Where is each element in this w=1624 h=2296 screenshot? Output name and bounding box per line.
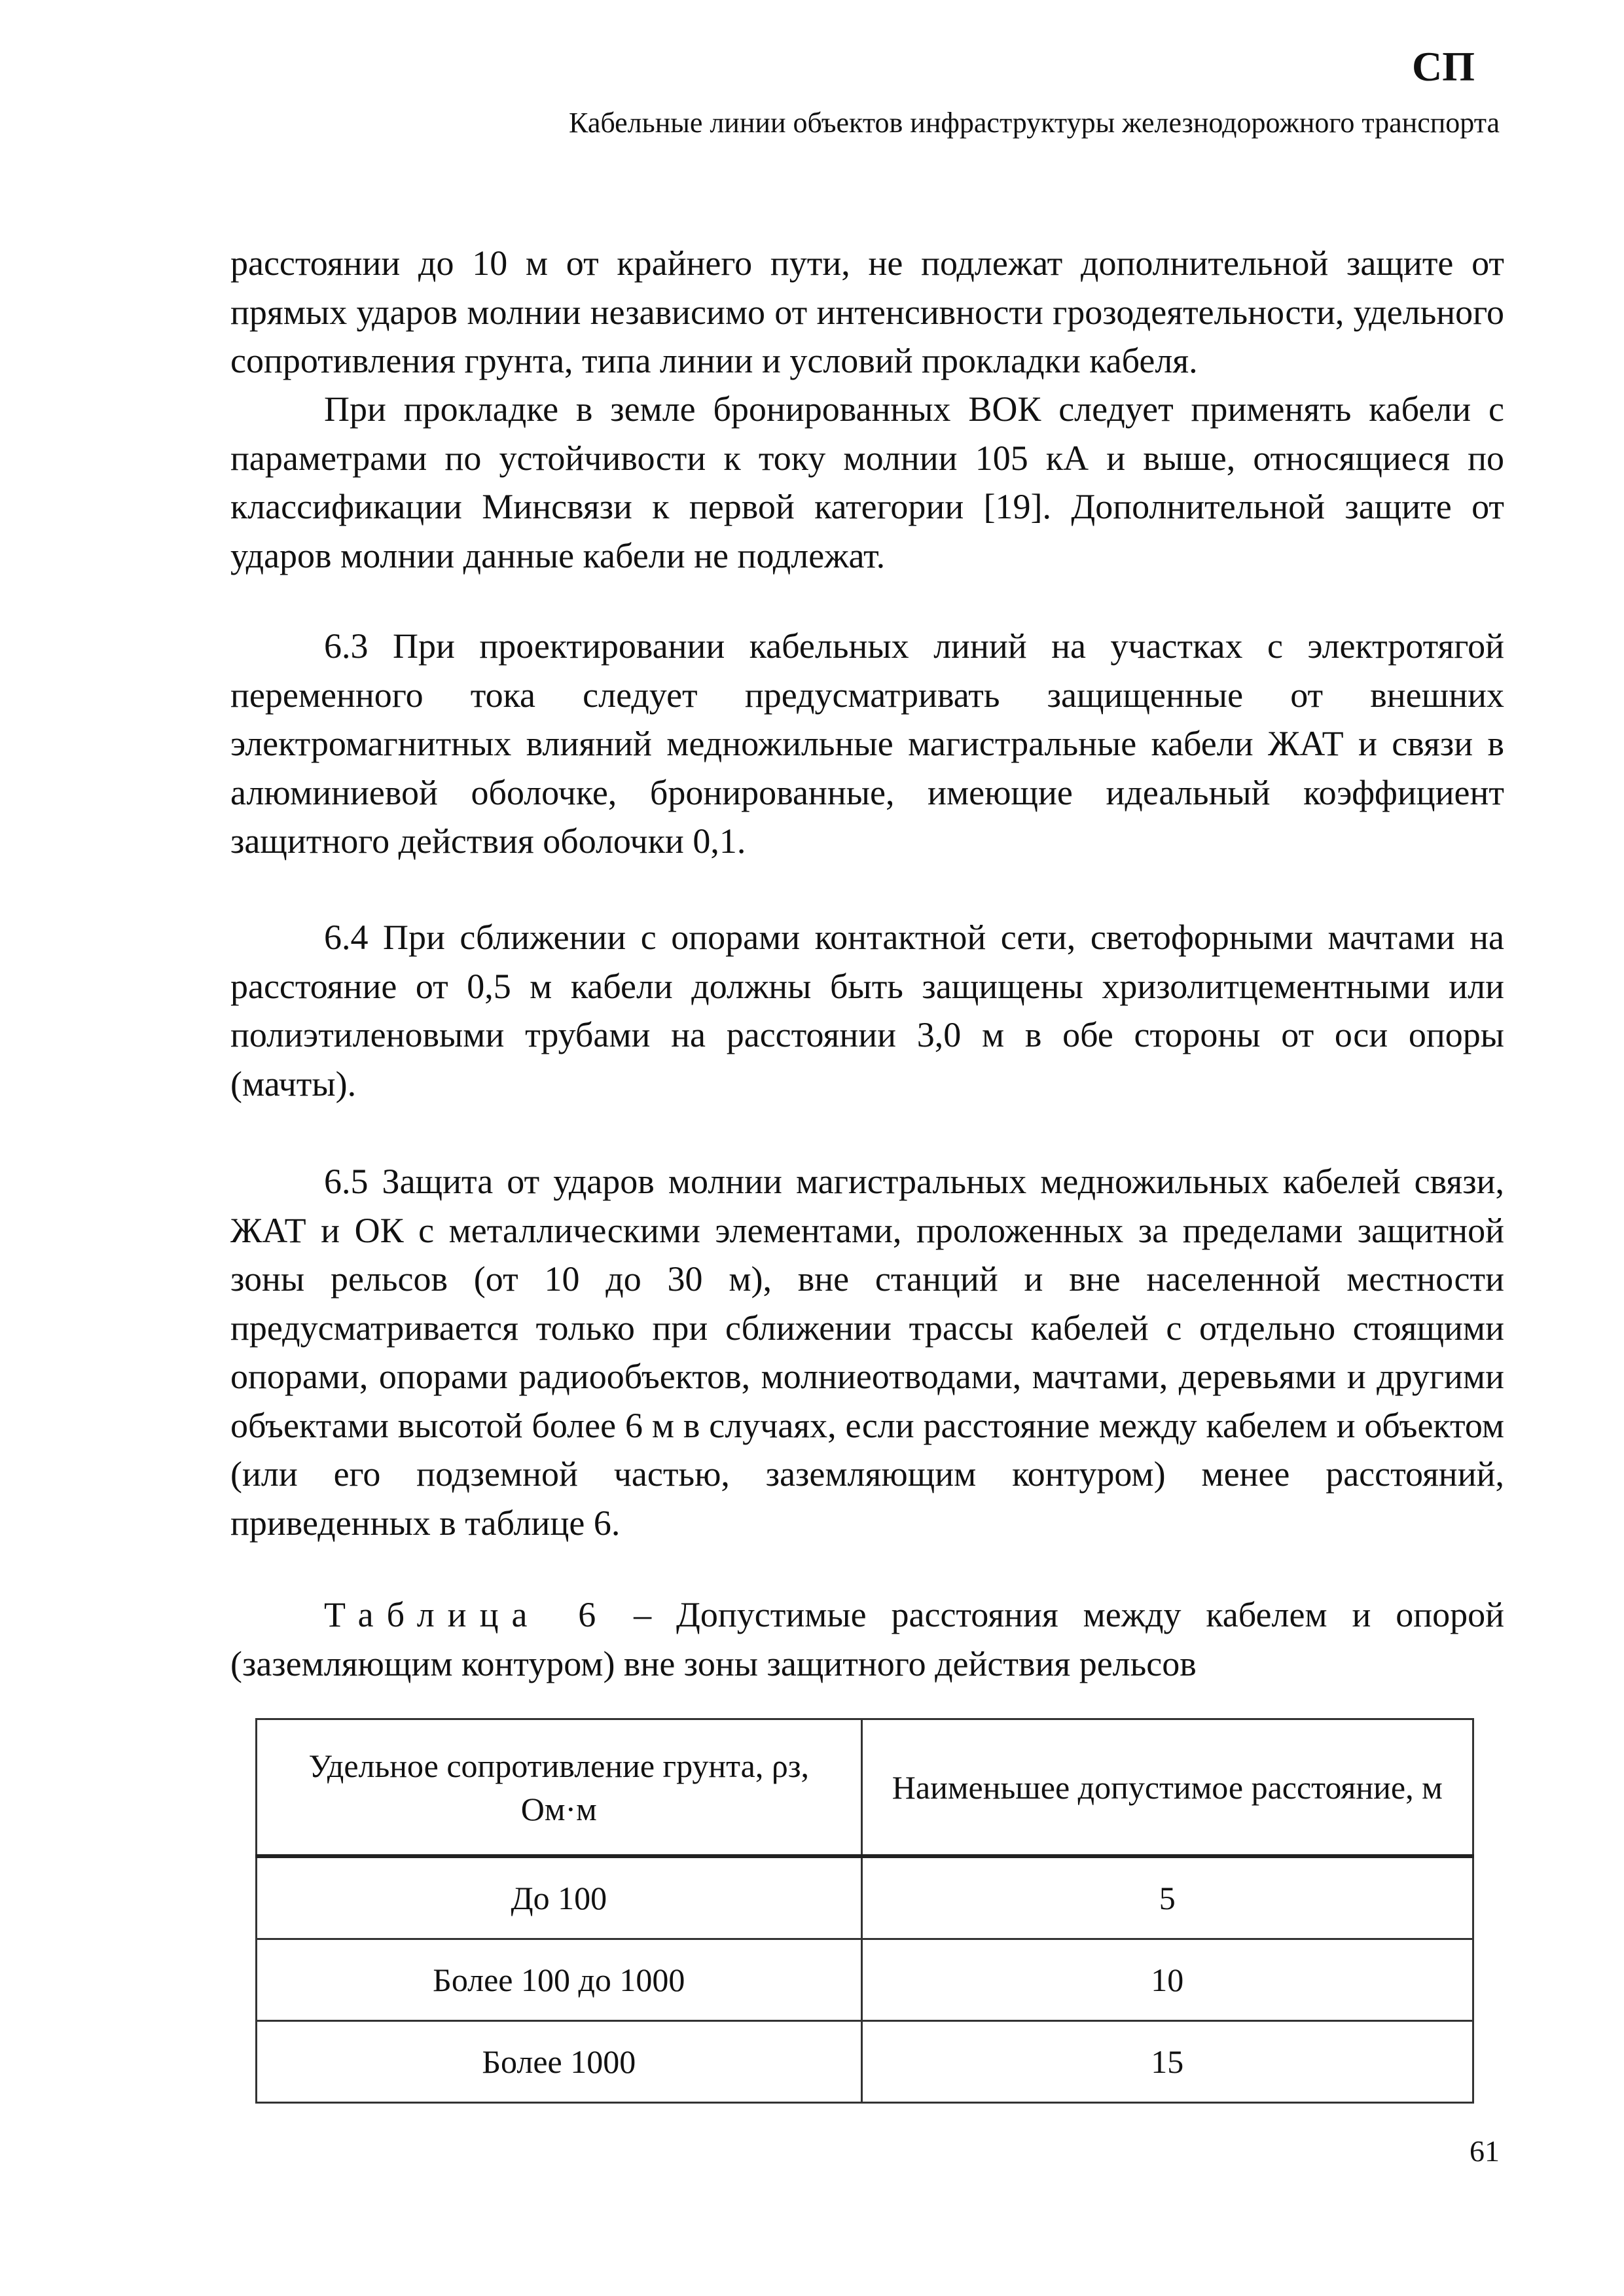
table-row (257, 1856, 1473, 1939)
paragraph-6-4 (230, 913, 1504, 1108)
header-cell-distance: Наименьшее допустимое расстояние, м (861, 1719, 1473, 1857)
paragraph-6-3 (230, 622, 1504, 866)
paragraph-armored-cables (230, 385, 1504, 580)
distance-cell: 15 (861, 2021, 1473, 2103)
paragraph-text: 6.5 Защита от ударов молнии магистральных медножильных кабелей связи, ЖАТ и ОК с металлическими элементами, проложенных за пределами защитной зоны рельсов (от 10 до 30 м), вне станций и вне населенной местности предусматривается только при сближении трассы кабелей с отдельно стоящими опорами, опорами радиообъектов, молниеотводами, мачтами, деревьями и другими объектами высотой более 6 м в случаях, если расстояние между кабелем и объектом (или его подземной частью, заземляющим контуром) менее расстояний, приведенных в таблице 6. (230, 1162, 1504, 1543)
table-row (257, 1939, 1473, 2021)
table-caption-text: – Допустимые расстояния между кабелем и опорой (заземляющим контуром) вне зоны защитного действия рельсов (230, 1595, 1504, 1683)
header-cell-resistance: Удельное сопротивление грунта, ρз, Ом·м (257, 1719, 862, 1857)
page-number: 61 (1470, 2134, 1500, 2168)
resistance-cell: Более 1000 (257, 2021, 862, 2103)
paragraph-text: расстоянии до 10 м от крайнего пути, не подлежат дополнительной защите от прямых ударов молнии независимо от интенсивности грозодеятельности, удельного сопротивления грунта, типа линии и условий прокладки кабеля. (230, 243, 1504, 380)
table-header-row (257, 1719, 1473, 1857)
distance-cell: 5 (861, 1856, 1473, 1939)
table-caption-label: Таблица 6 (324, 1595, 609, 1634)
paragraph-text: 6.3 При проектировании кабельных линий на участках с электротягой переменного тока следует предусматривать защищенные от внешних электромагнитных влияний медножильные магистральные кабели ЖАТ и связи в алюминиевой оболочке, бронированные, имеющие идеальный коэффициент защитного действия оболочки 0,1. (230, 626, 1504, 861)
resistance-cell: Более 100 до 1000 (257, 1939, 862, 2021)
distance-table (255, 1718, 1474, 2104)
header-code: СП (1412, 43, 1475, 90)
paragraph-text: 6.4 При сближении с опорами контактной сети, светофорными мачтами на расстояние от 0,5 м кабели должны быть защищены хризолитцементными или полиэтиленовыми трубами на расстоянии 3,0 м в обе стороны от оси опоры (мачты). (230, 918, 1504, 1103)
paragraph-continuation (230, 239, 1504, 386)
header-title: Кабельные линии объектов инфраструктуры железнодорожного транспорта (569, 107, 1500, 139)
resistance-cell: До 100 (257, 1856, 862, 1939)
table-row (257, 2021, 1473, 2103)
paragraph-6-5 (230, 1157, 1504, 1547)
distance-cell: 10 (861, 1939, 1473, 2021)
paragraph-text: При прокладке в земле бронированных ВОК следует применять кабели с параметрами по устойчивости к току молнии 105 кА и выше, относящиеся по классификации Минсвязи к первой категории [19]. Дополнительной защите от ударов молнии данные кабели не подлежат. (230, 389, 1504, 575)
table-caption (230, 1590, 1504, 1688)
